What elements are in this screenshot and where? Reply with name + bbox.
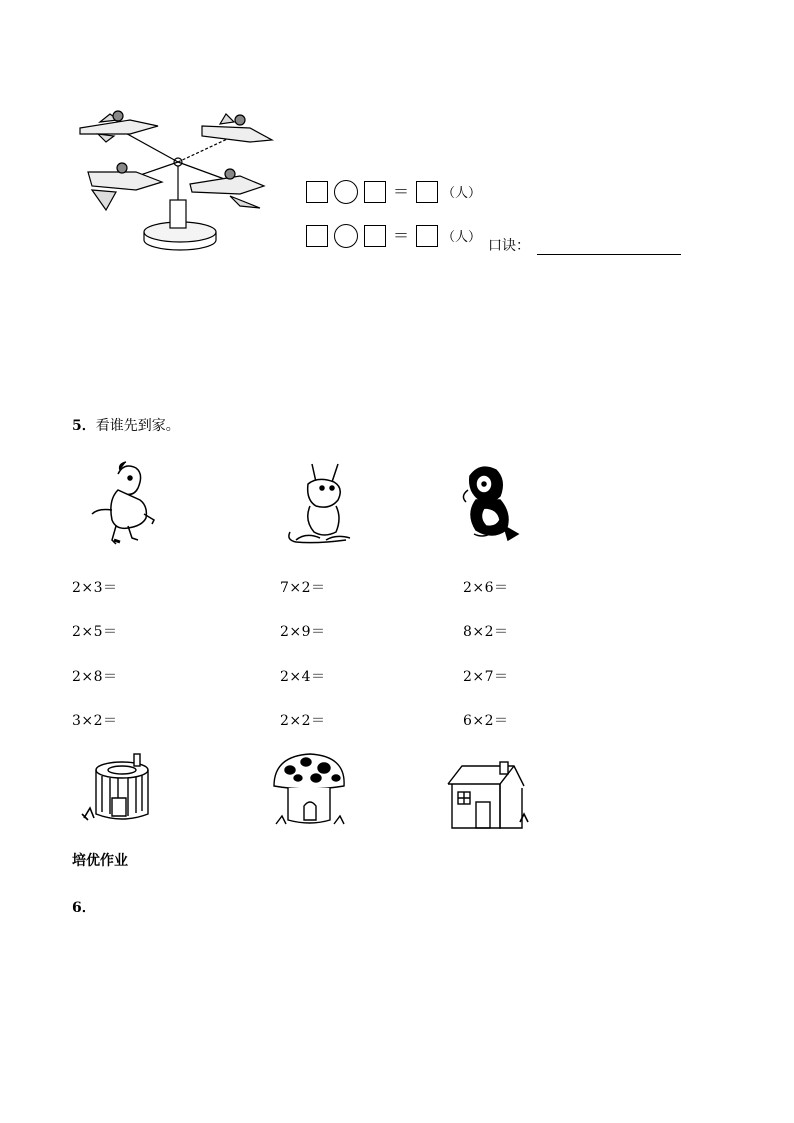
expression-item: 3×2＝ xyxy=(72,713,118,729)
expression-item: 2×3＝ xyxy=(72,580,118,596)
operator-circle-2[interactable] xyxy=(334,224,358,248)
blank-box-4[interactable] xyxy=(364,225,386,247)
expression-item: 2×2＝ xyxy=(280,713,326,729)
section5-number: 5． xyxy=(72,418,96,434)
blank-box-1[interactable] xyxy=(306,181,328,203)
equals-sign: ＝ xyxy=(393,226,410,245)
expression-item: 2×6＝ xyxy=(463,580,509,596)
unit-label: （人） xyxy=(442,230,482,245)
expression-item: 2×8＝ xyxy=(72,669,118,685)
blank-box-2[interactable] xyxy=(364,181,386,203)
rabbit-illustration xyxy=(286,460,356,550)
operator-circle-1[interactable] xyxy=(334,180,358,204)
blank-box-3[interactable] xyxy=(306,225,328,247)
expression-item: 2×9＝ xyxy=(280,624,326,640)
answer-box-2[interactable] xyxy=(416,225,438,247)
unit-label: （人） xyxy=(442,186,482,201)
penguin-illustration xyxy=(454,460,524,550)
equals-sign: ＝ xyxy=(393,182,410,201)
goat-illustration xyxy=(88,460,158,550)
section6-number: 6． xyxy=(72,900,96,916)
tree-stump-house-illustration xyxy=(78,752,158,827)
section5-title: 看谁先到家。 xyxy=(95,418,180,434)
expression-item: 6×2＝ xyxy=(463,713,509,729)
extra-section-title: 培优作业 xyxy=(72,853,128,869)
expression-item: 2×7＝ xyxy=(463,669,509,685)
expression-item: 2×4＝ xyxy=(280,669,326,685)
koujue-answer-line[interactable] xyxy=(537,254,681,255)
expression-item: 2×5＝ xyxy=(72,624,118,640)
section5-heading xyxy=(72,416,180,436)
cottage-house-illustration xyxy=(444,762,534,832)
expression-item: 7×2＝ xyxy=(280,580,326,596)
expression-item: 8×2＝ xyxy=(463,624,509,640)
mushroom-house-illustration xyxy=(268,750,348,830)
koujue-label: 口诀： xyxy=(488,238,530,254)
answer-box-1[interactable] xyxy=(416,181,438,203)
carousel-illustration xyxy=(70,100,290,260)
